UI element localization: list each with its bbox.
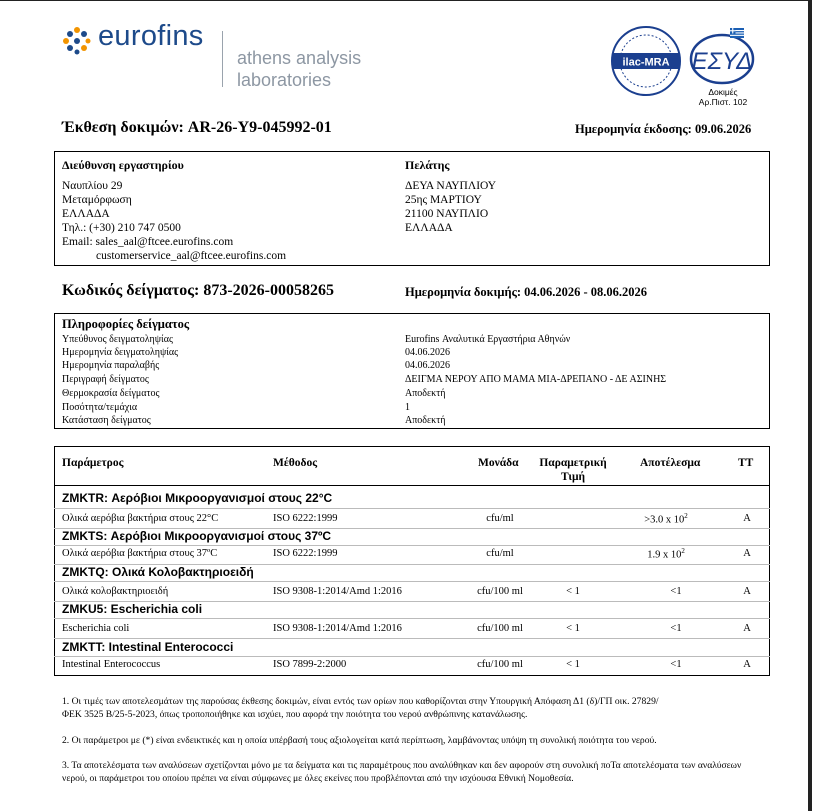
table-divider xyxy=(54,485,770,486)
group-title: ZMKTS: Αερόβιοι Μικροοργανισμοί στους 37ºC xyxy=(62,529,332,543)
sample-info-label: Κατάσταση δείγματος xyxy=(62,415,151,426)
sample-info-value: ΔΕΙΓΜΑ ΝΕΡΟΥ ΑΠΟ ΜΑΜΑ ΜΙΑ-ΔΡΕΠΑΝΟ - ΔΕ ΑΣΙΝΗΣ xyxy=(405,374,667,385)
cell-tt: A xyxy=(743,623,751,634)
cell-method: ISO 9308-1:2014/Amd 1:2016 xyxy=(273,586,402,597)
client-heading: Πελάτης xyxy=(405,158,450,172)
group-title: ZMKTR: Αερόβιοι Μικροοργανισμοί στους 22°C xyxy=(62,491,333,505)
cell-parameter: Ολικά κολοβακτηριοειδή xyxy=(62,586,169,597)
sample-code: Κωδικός δείγματος: 873-2026-00058265 xyxy=(62,282,334,299)
cell-tt: A xyxy=(743,548,751,559)
lab-phone: Τηλ.: (+30) 210 747 0500 xyxy=(62,222,181,234)
cell-limit: < 1 xyxy=(566,659,580,670)
col-header-parameter: Παράμετρος xyxy=(62,457,124,469)
ilac-text: ilac-MRA xyxy=(622,56,670,69)
cell-unit: cfu/100 ml xyxy=(477,659,523,670)
cell-unit: cfu/100 ml xyxy=(477,586,523,597)
sample-info-label: Περιγραφή δείγματος xyxy=(62,374,149,385)
test-date: Ημερομηνία δοκιμής: 04.06.2026 - 08.06.2026 xyxy=(405,285,648,299)
lab-address-line: ΕΛΛΑΔΑ xyxy=(62,208,110,220)
cell-parameter: Ολικά αερόβια βακτήρια στους 37ºC xyxy=(62,548,218,559)
row-divider xyxy=(54,545,770,546)
sample-info-heading: Πληροφορίες δείγματος xyxy=(62,317,190,331)
cell-method: ISO 6222:1999 xyxy=(273,513,338,524)
eurofins-logo-icon xyxy=(62,26,92,56)
row-divider xyxy=(54,656,770,657)
sample-info-label: Υπεύθυνος δειγματοληψίας xyxy=(62,334,173,345)
issue-date: Ημερομηνία έκδοσης: 09.06.2026 xyxy=(575,122,752,136)
row-divider xyxy=(54,618,770,619)
sample-info-label: Ημερομηνία δειγματοληψίας xyxy=(62,347,179,358)
lab-address-line: Μεταμόρφωση xyxy=(62,194,132,206)
cell-tt: A xyxy=(743,659,751,670)
col-header-unit: Μονάδα xyxy=(478,457,519,469)
client-line: 21100 ΝΑΥΠΛΙΟ xyxy=(405,208,489,220)
cell-unit: cfu/ml xyxy=(486,548,514,559)
sample-info-label: Ποσότητα/τεμάχια xyxy=(62,402,138,413)
sample-info-value: 04.06.2026 xyxy=(405,347,450,358)
greek-flag-icon xyxy=(730,28,744,38)
note-1-cont: ΦΕΚ 3525 Β/25-5-2023, όπως τροποποιήθηκε και ισχύει, που αφορά την ποιότητα του νερού ανθρώπινης κατανάλωσης. xyxy=(62,709,528,720)
row-divider xyxy=(54,508,770,509)
cell-method: ISO 7899-2:2000 xyxy=(273,659,347,670)
esyd-logo-icon xyxy=(688,29,756,85)
col-header-method: Μέθοδος xyxy=(273,457,318,469)
sample-info-value: Αποδεκτή xyxy=(405,388,446,399)
row-divider xyxy=(54,581,770,582)
cell-unit: cfu/100 ml xyxy=(477,623,523,634)
cell-tt: A xyxy=(743,586,751,597)
group-title: ZMKTT: Intestinal Enterococci xyxy=(62,640,234,654)
cell-parameter: Escherichia coli xyxy=(62,623,130,634)
note-3-cont: νερού, οι παράμετροι του οποίου πρέπει να είναι σύμφωνες με όλες εκείνες που προβλέπονται από την ισχύουσα Εθνική Νομοθεσία. xyxy=(62,773,574,784)
col-header-param-value: Παραμετρική Τιμή xyxy=(539,457,607,483)
note-2: 2. Οι παράμετροι με (*) είναι ενδεικτικές και η οποία υπέρβασή τους αξιολογείται κατά περίπτωση, λαμβάνοντας υπόψη τη συνολική ποιότητα του νερού. xyxy=(62,735,657,746)
sample-info-value: Eurofins Αναλυτικά Εργαστήρια Αθηνών xyxy=(405,334,571,345)
lab-address-heading: Διεύθυνση εργαστηρίου xyxy=(62,158,184,172)
client-line: ΕΛΛΑΔΑ xyxy=(405,222,453,234)
cell-limit: < 1 xyxy=(566,586,580,597)
row-divider xyxy=(54,638,770,639)
cell-method: ISO 6222:1999 xyxy=(273,548,338,559)
cell-parameter: Ολικά αερόβια βακτήρια στους 22°C xyxy=(62,513,219,524)
col-header-result: Αποτέλεσμα xyxy=(640,457,701,469)
cell-method: ISO 9308-1:2014/Amd 1:2016 xyxy=(273,623,402,634)
esyd-text: ΕΣΥΔ xyxy=(691,48,753,75)
brand-name: eurofins xyxy=(98,20,204,52)
cell-result: >3.0 x $10^2$ xyxy=(644,512,688,526)
col-header-tt: ΤΤ xyxy=(738,457,754,469)
lab-email-2[interactable]: customerservice_aal@ftcee.eurofins.com xyxy=(96,250,287,262)
report-title: Έκθεση δοκιμών: AR-26-Y9-045992-01 xyxy=(62,119,332,136)
cell-tt: A xyxy=(743,513,751,524)
cell-unit: cfu/ml xyxy=(486,513,514,524)
cell-limit: < 1 xyxy=(566,623,580,634)
client-line: 25ης ΜΑΡΤΙΟΥ xyxy=(405,194,482,206)
sample-info-value: 1 xyxy=(405,402,410,413)
sample-info-label: Θερμοκρασία δείγματος xyxy=(62,388,160,399)
cell-result: <1 xyxy=(670,623,682,634)
cell-result: <1 xyxy=(670,586,682,597)
sample-info-value: 04.06.2026 xyxy=(405,360,450,371)
ilac-mra-logo-icon xyxy=(610,25,682,97)
cell-result: <1 xyxy=(670,659,682,670)
lab-address-line: Ναυπλίου 29 xyxy=(62,180,123,192)
group-title: ZMKU5: Escherichia coli xyxy=(62,602,203,616)
sample-info-value: Αποδεκτή xyxy=(405,415,446,426)
note-3: 3. Τα αποτελέσματα των αναλύσεων σχετίζονται μόνο με τα δείγματα και τις παραμέτρους που αναλύθηκαν και δεν αφορούν στη συνολική ποΤα αποτελέσματα των αναλύσεων xyxy=(62,760,742,771)
sample-info-label: Ημερομηνία παραλαβής xyxy=(62,360,160,371)
accreditation-number: Δοκιμές Αρ.Πιστ. 102 xyxy=(698,87,748,107)
logo-divider xyxy=(222,31,223,87)
group-title: ZMKTQ: Ολικά Κολοβακτηριοειδή xyxy=(62,565,254,579)
cell-result: 1.9 x $10^2$ xyxy=(647,547,685,561)
note-1: 1. Οι τιμές των αποτελεσμάτων της παρούσας έκθεσης δοκιμών, είναι εντός των ορίων που καθορίζονται στην Υπουργική Απόφαση Δ1 (δ)/ΓΠ οικ. 27829/ xyxy=(62,696,659,707)
lab-email[interactable]: Email: sales_aal@ftcee.eurofins.com xyxy=(62,236,234,248)
client-line: ΔΕΥΑ ΝΑΥΠΛΙΟΥ xyxy=(405,180,497,192)
cell-parameter: Intestinal Enterococcus xyxy=(62,659,161,670)
lab-name: athens analysis laboratories xyxy=(237,48,362,90)
